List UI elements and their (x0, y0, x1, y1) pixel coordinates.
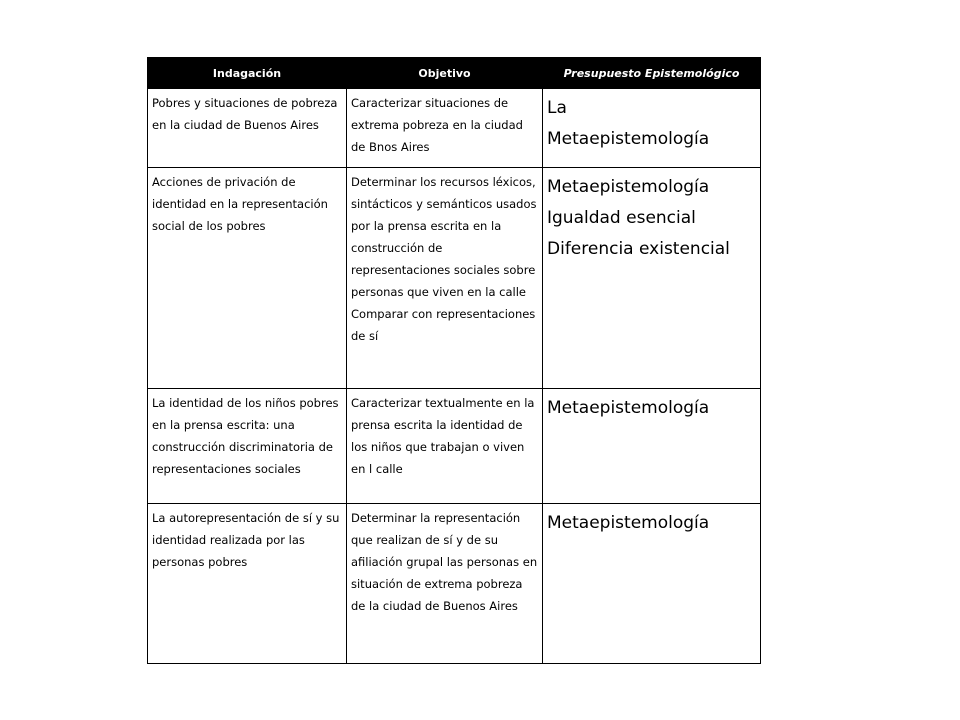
header-objetivo: Objetivo (347, 58, 543, 89)
cell-presupuesto (543, 168, 761, 389)
presupuesto-line: Metaepistemología (547, 129, 710, 149)
presupuesto-line: Igualdad esencial (547, 208, 696, 228)
cell-objetivo: Caracterizar textualmente en la prensa escrita la identidad de los niños que trabajan o viven en l calle (347, 389, 543, 504)
cell-objetivo: Caracterizar situaciones de extrema pobreza en la ciudad de Bnos Aires (347, 89, 543, 168)
cell-indagacion: La autorepresentación de sí y su identidad realizada por las personas pobres (148, 504, 347, 664)
cell-indagacion: Pobres y situaciones de pobreza en la ciudad de Buenos Aires (148, 89, 347, 168)
epistemology-table-container (147, 57, 760, 664)
presupuesto-line: La (547, 98, 567, 118)
cell-objetivo: Determinar la representación que realizan de sí y de su afiliación grupal las personas en situación de extrema pobreza de la ciudad de Buenos Aires (347, 504, 543, 664)
table-row (148, 504, 761, 664)
cell-indagacion: Acciones de privación de identidad en la representación social de los pobres (148, 168, 347, 389)
header-presupuesto: Presupuesto Epistemológico (543, 58, 761, 89)
cell-presupuesto (543, 504, 761, 664)
cell-objetivo: Determinar los recursos léxicos, sintácticos y semánticos usados por la prensa escrita en la construcción de representaciones sociales sobre personas que viven en la calle Comparar con representaciones de sí (347, 168, 543, 389)
table-row (148, 89, 761, 168)
table-row (148, 168, 761, 389)
presupuesto-line: Metaepistemología (547, 513, 710, 533)
header-indagacion: Indagación (148, 58, 347, 89)
cell-presupuesto (543, 389, 761, 504)
epistemology-table (147, 57, 761, 664)
table-header-row (148, 58, 761, 89)
table-row (148, 389, 761, 504)
presupuesto-line: Metaepistemología (547, 398, 710, 418)
presupuesto-line: Metaepistemología (547, 177, 710, 197)
cell-presupuesto (543, 89, 761, 168)
presupuesto-line: Diferencia existencial (547, 239, 730, 259)
cell-indagacion: La identidad de los niños pobres en la prensa escrita: una construcción discriminatoria de representaciones sociales (148, 389, 347, 504)
